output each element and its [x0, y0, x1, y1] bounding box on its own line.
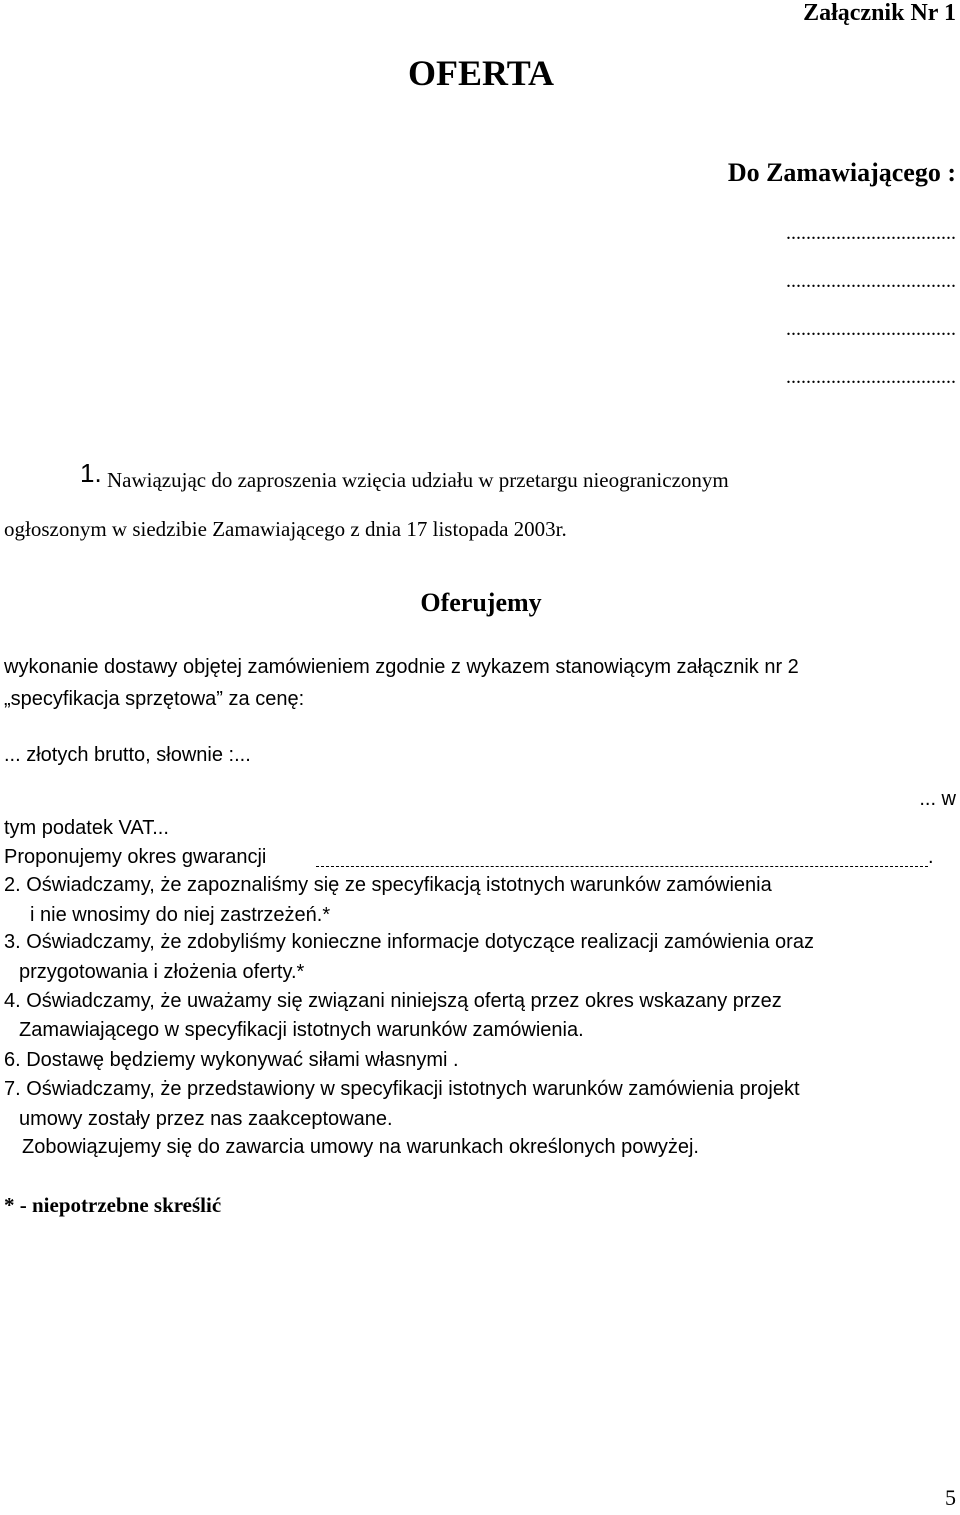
offer-text-line-1: wykonanie dostawy objętej zamówieniem zgodnie z wykazem stanowiącym załącznik nr 2	[4, 656, 799, 678]
page-number: 5	[945, 1485, 956, 1510]
declaration-6: 6. Dostawę będziemy wykonywać siłami własnymi .	[4, 1049, 459, 1071]
declaration-7-line-2: umowy zostały przez nas zaakceptowane.	[19, 1108, 393, 1130]
warranty-label: Proponujemy okres gwarancji	[4, 846, 267, 868]
address-line-2: ..................................	[786, 270, 956, 292]
address-line-4: ..................................	[786, 366, 956, 388]
warranty-end: .	[928, 846, 934, 868]
address-line-1: ..................................	[786, 222, 956, 244]
footnote: * - niepotrzebne skreślić	[4, 1193, 222, 1217]
offer-heading: Oferujemy	[420, 588, 542, 617]
attachment-label: Załącznik Nr 1	[803, 0, 956, 26]
declaration-2-line-2: i nie wnosimy do niej zastrzeżeń.*	[30, 904, 331, 926]
declaration-2-line-1: 2. Oświadczamy, że zapoznaliśmy się ze specyfikacją istotnych warunków zamówienia	[4, 874, 772, 896]
vat-line: tym podatek VAT...	[4, 817, 169, 839]
price-continuation: ... w	[919, 788, 956, 810]
declaration-4-line-2: Zamawiającego w specyfikacji istotnych warunków zamówienia.	[19, 1019, 584, 1041]
warranty-blank-field	[316, 866, 928, 867]
section-number: 1.	[80, 458, 102, 488]
address-line-3: ..................................	[786, 318, 956, 340]
declaration-7-line-1: 7. Oświadczamy, że przedstawiony w specyfikacji istotnych warunków zamówienia projekt	[4, 1078, 800, 1100]
commitment-statement: Zobowiązujemy się do zawarcia umowy na warunkach określonych powyżej.	[22, 1136, 699, 1158]
declaration-3-line-2: przygotowania i złożenia oferty.*	[19, 961, 305, 983]
document-title: OFERTA	[407, 53, 555, 93]
declaration-3-line-1: 3. Oświadczamy, że zdobyliśmy konieczne informacje dotyczące realizacji zamówienia oraz	[4, 931, 814, 953]
section-text-line-2: ogłoszonym w siedzibie Zamawiającego z dnia 17 listopada 2003r.	[4, 517, 567, 541]
declaration-4-line-1: 4. Oświadczamy, że uważamy się związani niniejszą ofertą przez okres wskazany przez	[4, 990, 782, 1012]
offer-text-line-2: „specyfikacja sprzętowa” za cenę:	[4, 688, 305, 710]
recipient-label: Do Zamawiającego :	[727, 158, 956, 187]
price-line: ... złotych brutto, słownie :...	[4, 744, 251, 766]
section-text-line-1: Nawiązując do zaproszenia wzięcia udziału w przetargu nieograniczonym	[107, 468, 729, 492]
